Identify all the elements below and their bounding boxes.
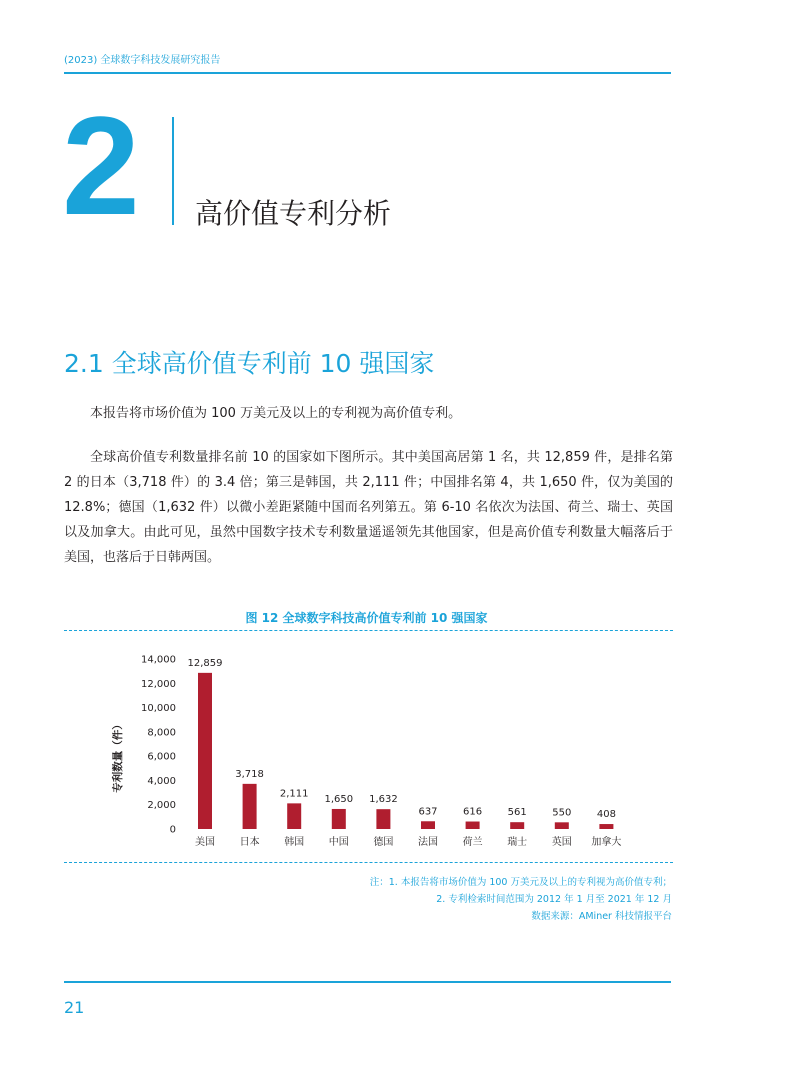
chapter-divider <box>172 117 174 225</box>
y-tick-label: 6,000 <box>147 751 176 763</box>
bar <box>198 673 212 829</box>
chapter-number: 2 <box>62 87 140 244</box>
y-tick-label: 2,000 <box>147 800 176 812</box>
bar-value-label: 561 <box>507 807 527 819</box>
paragraph-analysis: 全球高价值专利数量排名前 10 的国家如下图所示。其中美国高居第 1 名，共 12,859 件，是排名第 2 的日本（3,718 件）的 3.4 倍；第三是韩国，共 2,111 件；中国排名第 4，共 1,650 件，仅为美国的 12.8%；德国（1,632 件）以微小差距紧随中国而名列第五。第 6-10 名依次为法国、荷兰、瑞士、英国以及加拿大。由此可见，虽然中国数字技术专利数量遥遥领先其他国家，但是高价值专利数量大幅落后于美国，也落后于日韩两国。 <box>64 450 673 565</box>
y-tick-label: 10,000 <box>141 703 176 715</box>
bar-value-label: 12,859 <box>187 657 223 669</box>
y-axis-title: 专利数量（件） <box>112 719 124 793</box>
y-tick-label: 8,000 <box>147 727 176 739</box>
bar <box>287 803 301 829</box>
page-number: 21 <box>64 998 85 1017</box>
bar <box>421 821 435 829</box>
x-category-label: 中国 <box>328 837 349 848</box>
bar-value-label: 3,718 <box>235 768 264 780</box>
section-heading: 2.1 全球高价值专利前 10 强国家 <box>64 349 435 378</box>
bar <box>243 784 257 829</box>
bar <box>332 809 346 829</box>
figure-note-1: 注：1. 本报告将市场价值为 100 万美元及以上的专利视为高价值专利； <box>369 877 672 888</box>
bar-chart <box>0 640 793 860</box>
x-category-label: 加拿大 <box>591 837 622 848</box>
bar-value-label: 616 <box>463 806 483 818</box>
bar <box>599 824 613 829</box>
bar-value-label: 637 <box>418 806 438 818</box>
bar <box>510 822 524 829</box>
figure-bottom-divider <box>64 862 673 863</box>
paragraph-definition: 本报告将市场价值为 100 万美元及以上的专利视为高价值专利。 <box>90 406 462 421</box>
x-category-label: 英国 <box>551 837 572 848</box>
x-category-label: 美国 <box>195 837 215 848</box>
x-category-label: 瑞士 <box>507 837 528 848</box>
bar-value-label: 1,632 <box>369 794 398 806</box>
bar <box>555 822 569 829</box>
x-category-label: 德国 <box>373 837 394 848</box>
x-category-label: 韩国 <box>284 837 305 848</box>
header-divider <box>64 72 671 74</box>
report-header-title: (2023) 全球数字科技发展研究报告 <box>64 55 221 66</box>
bar <box>466 822 480 829</box>
chapter-title: 高价值专利分析 <box>195 197 392 230</box>
footer-divider <box>64 981 671 983</box>
figure-caption: 图 12 全球数字科技高价值专利前 10 强国家 <box>245 611 488 625</box>
y-tick-label: 4,000 <box>147 775 176 787</box>
bar-value-label: 1,650 <box>324 793 354 805</box>
figure-note-2: 2. 专利检索时间范围为 2012 年 1 月至 2021 年 12 月 <box>436 894 672 905</box>
bar-value-label: 550 <box>552 807 572 819</box>
x-category-label: 荷兰 <box>462 837 483 848</box>
figure-data-source: 数据来源：AMiner 科技情报平台 <box>531 911 672 922</box>
bar-value-label: 408 <box>596 809 616 821</box>
x-category-label: 法国 <box>418 837 438 848</box>
y-tick-label: 12,000 <box>141 678 176 690</box>
y-tick-label: 14,000 <box>141 654 176 666</box>
x-category-label: 日本 <box>239 837 260 848</box>
bar <box>376 809 390 829</box>
figure-top-divider <box>64 630 673 631</box>
y-tick-label: 0 <box>169 824 176 836</box>
bar-value-label: 2,111 <box>279 788 309 800</box>
